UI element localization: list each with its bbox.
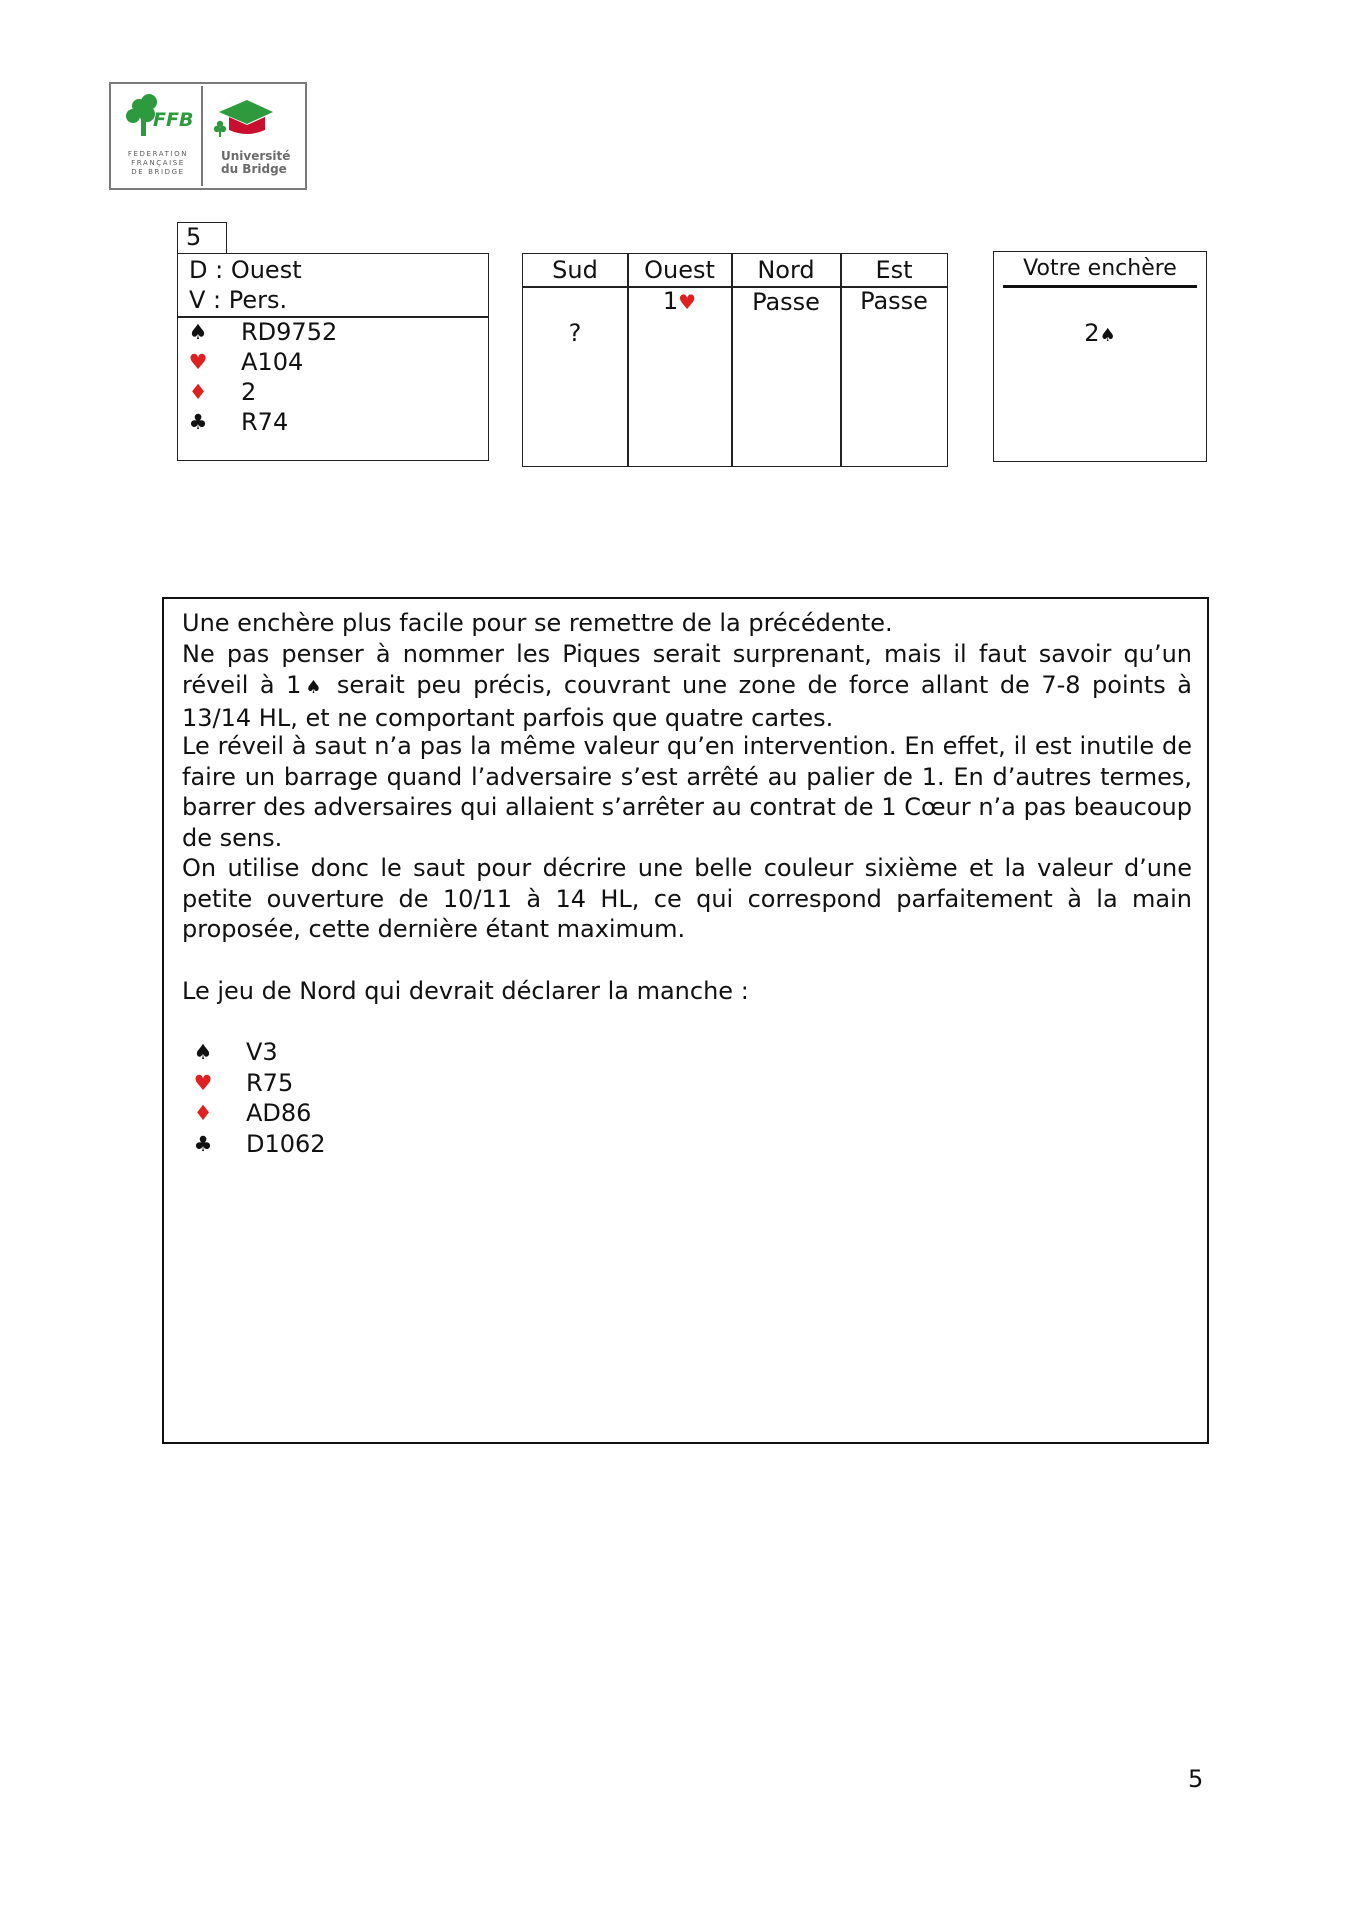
ffb-federation-text: FEDERATION FRANÇAISE DE BRIDGE bbox=[127, 150, 189, 176]
bidding-table bbox=[522, 253, 948, 467]
header-nord: Nord bbox=[757, 256, 815, 284]
spade-icon: ♠ bbox=[1099, 325, 1116, 346]
vulnerability-line: V : Pers. bbox=[189, 286, 288, 314]
nord-diamond-cards: AD86 bbox=[246, 1099, 312, 1127]
club-cards: R74 bbox=[241, 408, 289, 436]
diamond-cards: 2 bbox=[241, 378, 257, 406]
explanation-paragraph-4: On utilise donc le saut pour décrire une belle couleur sixième et la valeur d’une petite ouverture de 10/11 à 14 HL, ce qui correspond parfaitement à la main proposée, cette dernière étant maximum. bbox=[182, 854, 1192, 944]
heart-icon: ♥ bbox=[193, 1071, 213, 1095]
heart-icon: ♥ bbox=[678, 290, 697, 314]
bid-sud-2: ? bbox=[568, 319, 582, 347]
bid-level: 1 bbox=[662, 287, 679, 315]
graduation-cap-club-icon bbox=[211, 94, 275, 146]
hand-diagram bbox=[177, 253, 489, 461]
explanation-paragraph-3: Le réveil à saut n’a pas la même valeur qu’en intervention. En effet, il est inutile de faire un barrage quand l’adversaire s’est arrêté au palier de 1. En d’autres termes, barrer des adversaires qui allaient s’arrêter au contrat de 1 Cœur n’a pas beaucoup de sens. bbox=[182, 732, 1192, 852]
explanation-paragraph-1: Une enchère plus facile pour se remettre de la précédente. bbox=[182, 609, 893, 637]
explanation-box bbox=[162, 597, 1209, 1444]
deal-number: 5 bbox=[177, 222, 227, 254]
spade-icon: ♠ bbox=[193, 1040, 213, 1064]
club-icon: ♣ bbox=[193, 1132, 213, 1156]
bid-ouest-1 bbox=[628, 286, 731, 317]
ffb-mark-text: FFB bbox=[153, 109, 194, 131]
header-est: Est bbox=[875, 256, 913, 284]
heart-icon: ♥ bbox=[188, 350, 208, 374]
header-ouest: Ouest bbox=[644, 256, 715, 284]
diamond-icon: ♦ bbox=[193, 1101, 213, 1125]
explanation-paragraph-2: Ne pas penser à nommer les Piques serait surprenant, mais il faut savoir qu’un réveil à 1♠ serait peu précis, couvrant une zone de force allant de 7-8 points à 13/14 HL, et ne comportant parfois que quatre cartes. bbox=[182, 640, 1193, 733]
answer-title: Votre enchère bbox=[1023, 256, 1177, 281]
explanation-paragraph-5: Le jeu de Nord qui devrait déclarer la manche : bbox=[182, 977, 749, 1005]
answer-underline bbox=[1003, 285, 1197, 288]
bid-est-1: Passe bbox=[860, 287, 928, 315]
ffb-tree-logo-icon bbox=[121, 92, 197, 144]
header-sud: Sud bbox=[552, 256, 598, 284]
page-number: 5 bbox=[1188, 1765, 1204, 1793]
diamond-icon: ♦ bbox=[188, 380, 208, 404]
spade-icon: ♠ bbox=[301, 676, 326, 698]
nord-club-cards: D1062 bbox=[246, 1130, 326, 1158]
answer-box bbox=[993, 251, 1207, 462]
dealer-line: D : Ouest bbox=[189, 256, 302, 284]
bid-nord-1: Passe bbox=[752, 288, 820, 316]
logo-divider bbox=[201, 86, 203, 186]
spade-icon: ♠ bbox=[188, 320, 208, 344]
spade-cards: RD9752 bbox=[241, 318, 338, 346]
nord-heart-cards: R75 bbox=[246, 1069, 294, 1097]
nord-spade-cards: V3 bbox=[246, 1038, 278, 1066]
club-icon: ♣ bbox=[188, 410, 208, 434]
universite-du-bridge-text: Université du Bridge bbox=[221, 149, 291, 176]
heart-cards: A104 bbox=[241, 348, 304, 376]
answer-bid bbox=[994, 318, 1206, 351]
answer-bid-level: 2 bbox=[1084, 319, 1100, 347]
ffb-universite-logo bbox=[109, 82, 307, 190]
